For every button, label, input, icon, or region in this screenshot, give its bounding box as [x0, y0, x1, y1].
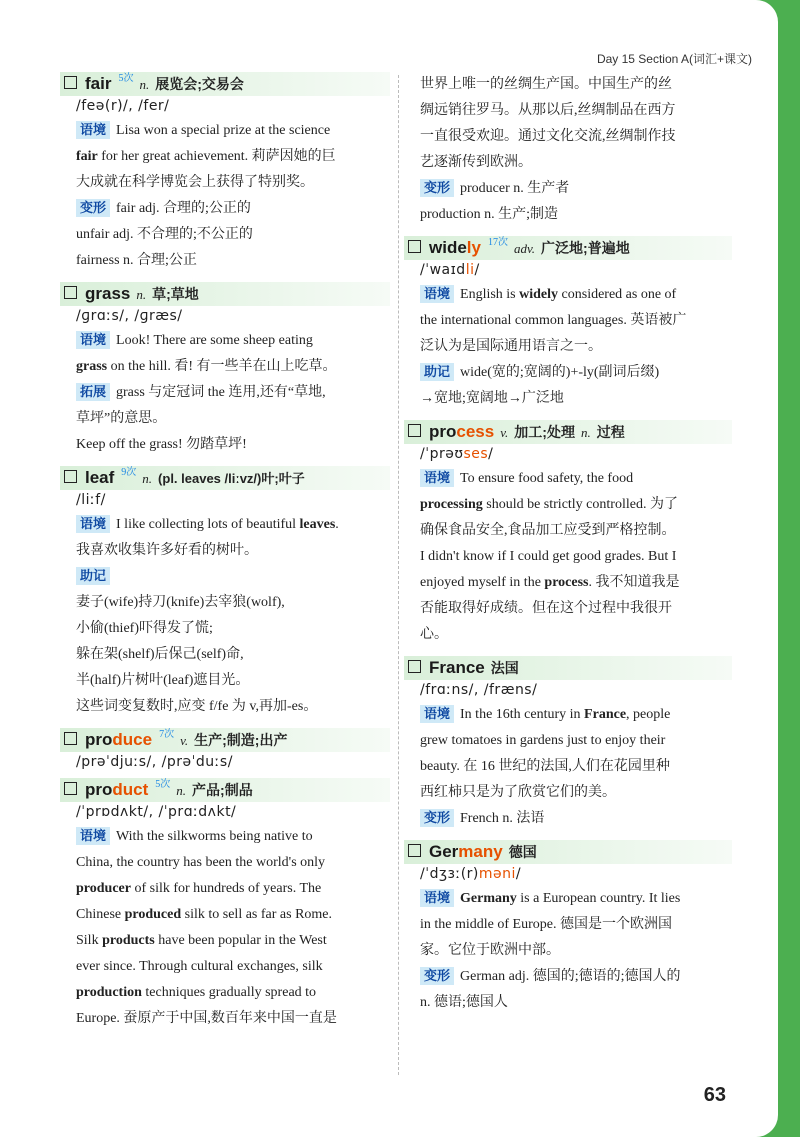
definition: 生产;制造;出产 — [194, 732, 288, 748]
part-of-speech: v. — [500, 425, 509, 440]
mnemonic-text: wide(宽的;宽阔的)+-ly(副词后缀) — [460, 365, 660, 380]
headword-bar — [404, 236, 732, 260]
example-text: 艺逐渐传到欧洲。 — [420, 155, 532, 170]
checkbox[interactable] — [64, 470, 77, 483]
headword-bar — [60, 466, 390, 490]
keyword: products — [102, 933, 155, 948]
phonetic-highlight: li — [465, 262, 475, 278]
checkbox[interactable] — [408, 240, 421, 253]
frequency-badge: 7次 — [159, 729, 175, 740]
example-text: 世界上唯一的丝绸生产国。中国生产的丝 — [420, 77, 672, 92]
mnemonic-text: 躲在架(shelf)后保己(self)命, — [76, 647, 244, 662]
keyword: widely — [519, 287, 559, 302]
definition: 广泛地;普遍地 — [541, 240, 630, 256]
headword-bar — [60, 728, 390, 752]
example-text: , people — [626, 707, 671, 722]
keyword: grass — [76, 359, 108, 374]
stressed-syllable: duce — [112, 730, 153, 749]
entry-germany — [404, 840, 732, 1016]
punctuation: . — [335, 517, 339, 532]
headword-bar — [404, 420, 732, 444]
headword: grass — [85, 284, 131, 303]
checkbox[interactable] — [64, 732, 77, 745]
example-text: in the middle of Europe. 德国是一个欧洲国 — [420, 917, 672, 932]
headword-part: wide — [429, 238, 467, 257]
headword-part: pro — [429, 422, 457, 441]
context-tag: 语境 — [76, 121, 110, 139]
part-of-speech: v. — [180, 733, 189, 748]
variant-text: n. 德语;德国人 — [420, 995, 508, 1010]
headword-bar — [404, 656, 732, 680]
example-text: 心。 — [420, 627, 448, 642]
phonetic-part: /ˈprəʊ — [420, 446, 464, 462]
keyword: France — [584, 707, 627, 722]
part-of-speech: n. — [136, 287, 147, 302]
frequency-badge: 5次 — [155, 779, 171, 790]
context-tag: 语境 — [76, 515, 110, 533]
example-text: is a European country. It lies — [516, 891, 681, 906]
keyword: produced — [124, 907, 182, 922]
definition: 草;草地 — [152, 286, 199, 302]
phonetic-highlight: məni — [478, 866, 516, 882]
definition: 过程 — [596, 424, 625, 440]
definition: (pl. leaves /liːvz/)叶;叶子 — [158, 471, 305, 486]
variant-tag: 变形 — [76, 199, 110, 217]
example-text: on the hill. 看! 有一些羊在山上吃草。 — [107, 359, 337, 374]
variant-tag: 变形 — [420, 967, 454, 985]
entry-grass — [60, 282, 390, 458]
phonetic-part: / — [474, 262, 480, 278]
phonetic — [420, 262, 732, 278]
example-text: 确保食品安全,食品加工应受到严格控制。 — [420, 523, 676, 538]
checkbox[interactable] — [64, 286, 77, 299]
variant-text: French n. 法语 — [460, 811, 545, 826]
headword-part: Ger — [429, 842, 459, 861]
example-text: Silk — [76, 933, 103, 948]
checkbox[interactable] — [64, 782, 77, 795]
frequency-badge: 17次 — [487, 237, 508, 248]
context-tag: 语境 — [76, 331, 110, 349]
part-of-speech: n. — [580, 425, 591, 440]
headword-bar — [60, 72, 390, 96]
example-text: beauty. 在 16 世纪的法国,人们在花园里种 — [420, 759, 670, 774]
phonetic: /feə(r)/, /fer/ — [76, 98, 170, 114]
phonetic: /prəˈdjuːs/, /prəˈduːs/ — [76, 754, 233, 770]
headword — [429, 842, 503, 862]
entry-process — [404, 420, 732, 648]
phonetic-part: / — [488, 446, 494, 462]
keyword: producer — [76, 881, 131, 896]
example-text: With the silkworms being native to — [116, 829, 313, 844]
example-text: English is — [460, 287, 520, 302]
entry-fair — [60, 72, 390, 274]
definition: 展览会;交易会 — [155, 76, 244, 92]
entry-product — [60, 778, 390, 1032]
checkbox[interactable] — [408, 844, 421, 857]
phonetic-highlight: ses — [463, 446, 489, 462]
example-text: Look! There are some sheep eating — [116, 333, 313, 348]
keyword: Germany — [460, 891, 517, 906]
example-text: Lisa won a special prize at the science — [116, 123, 331, 138]
phonetic-part: /ˈdʒɜː(r) — [420, 866, 479, 882]
phonetic: /liːf/ — [76, 492, 106, 508]
example-text: for her great achievement. 莉萨因她的巨 — [97, 149, 336, 164]
extension-text: Keep off the grass! 勿踏草坪! — [76, 437, 247, 452]
example-text: ever since. Through cultural exchanges, silk — [76, 959, 323, 974]
keyword: leaves — [299, 517, 336, 532]
variant-text: producer n. 生产者 — [460, 181, 570, 196]
example-text: . 我不知道我是 — [588, 575, 680, 590]
context-tag: 语境 — [76, 827, 110, 845]
entry-leaf — [60, 466, 390, 720]
stressed-syllable: many — [458, 842, 503, 861]
definition: 法国 — [490, 660, 519, 676]
definition: 德国 — [508, 844, 537, 860]
example-text: 一直很受欢迎。通过文化交流,丝绸制作技 — [420, 129, 676, 144]
keyword: processing — [420, 497, 483, 512]
headword — [429, 422, 494, 442]
phonetic-part: /ˈwaɪd — [420, 262, 466, 278]
example-text: 否能取得好成绩。但在这个过程中我很开 — [420, 601, 672, 616]
headword — [85, 730, 152, 750]
mnemonic-text: →宽地;宽阔地→广泛地 — [420, 391, 564, 406]
variant-tag: 变形 — [420, 179, 454, 197]
definition: 产品;制品 — [192, 782, 253, 798]
example-text: Europe. 蚕原产于中国,数百年来中国一直是 — [76, 1011, 337, 1026]
variant-tag: 变形 — [420, 809, 454, 827]
example-text: enjoyed myself in the — [420, 575, 545, 590]
example-text: the international common languages. 英语被广 — [420, 313, 687, 328]
context-tag: 语境 — [420, 285, 454, 303]
headword-part: pro — [85, 730, 113, 749]
keyword: production — [76, 985, 142, 1000]
headword-bar — [404, 840, 732, 864]
example-text: In the 16th century in — [460, 707, 585, 722]
example-text: Chinese — [76, 907, 125, 922]
part-of-speech: n. — [139, 77, 150, 92]
frequency-badge: 9次 — [121, 467, 137, 478]
mnemonic-text: 半(half)片树叶(leaf)遮目光。 — [76, 673, 250, 688]
headword: France — [429, 658, 485, 677]
headword-part: pro — [85, 780, 113, 799]
variant-text: production n. 生产;制造 — [420, 207, 559, 222]
headword: leaf — [85, 468, 115, 487]
context-tag: 语境 — [420, 705, 454, 723]
phonetic-part: / — [515, 866, 522, 882]
headword — [85, 780, 148, 800]
phonetic — [420, 866, 732, 882]
headword-bar — [60, 282, 390, 306]
example-text: 我喜欢收集许多好看的树叶。 — [76, 543, 258, 558]
mnemonic-tag: 助记 — [420, 363, 454, 381]
example-text: 绸远销往罗马。从那以后,丝绸制品在西方 — [420, 103, 676, 118]
variant-text: fairness n. 合理;公正 — [76, 253, 197, 268]
mnemonic-text: 这些词变复数时,应变 f/fe 为 v,再加-es。 — [76, 699, 318, 714]
keyword: process — [544, 575, 589, 590]
stressed-syllable: duct — [112, 780, 149, 799]
stressed-syllable: cess — [456, 422, 495, 441]
example-text: should be strictly controlled. 为了 — [482, 497, 678, 512]
example-text: China, the country has been the world's only — [76, 855, 326, 870]
example-text: techniques gradually spread to — [141, 985, 317, 1000]
left-column — [60, 72, 390, 1040]
extension-tag: 拓展 — [76, 383, 110, 401]
example-text: considered as one of — [558, 287, 677, 302]
keyword: fair — [76, 149, 98, 164]
example-text: 大成就在科学博览会上获得了特别奖。 — [76, 175, 314, 190]
phonetic: /ɡrɑːs/, /ɡræs/ — [76, 308, 183, 324]
context-tag: 语境 — [420, 889, 454, 907]
entry-widely — [404, 236, 732, 412]
headword-bar — [60, 778, 390, 802]
part-of-speech: n. — [176, 783, 187, 798]
mnemonic-tag: 助记 — [76, 567, 110, 585]
example-text: silk to sell as far as Rome. — [181, 907, 333, 922]
variant-text: German adj. 德国的;德语的;德国人的 — [460, 969, 681, 984]
mnemonic-text: 小偷(thief)吓得发了慌; — [76, 621, 213, 636]
headword — [429, 238, 481, 258]
suffix-highlight: ly — [466, 238, 481, 257]
part-of-speech: n. — [142, 471, 153, 486]
example-text: I didn't know if I could get good grades. But I — [420, 549, 677, 564]
page-number: 63 — [703, 1084, 726, 1106]
phonetic: /frɑːns/, /fræns/ — [420, 682, 538, 698]
example-text: 西红柿只是为了欣赏它们的美。 — [420, 785, 616, 800]
example-text: grew tomatoes in gardens just to enjoy their — [420, 733, 666, 748]
variant-text: unfair adj. 不合理的;不公正的 — [76, 227, 253, 242]
example-text: To ensure food safety, the food — [460, 471, 634, 486]
phonetic — [420, 446, 732, 462]
variant-text: fair adj. 合理的;公正的 — [116, 201, 251, 216]
extension-text: 草坪”的意思。 — [76, 411, 167, 426]
mnemonic-text: 妻子(wife)持刀(knife)去宰狼(wolf), — [76, 595, 285, 610]
context-tag: 语境 — [420, 469, 454, 487]
checkbox[interactable] — [408, 424, 421, 437]
definition: 加工;处理 — [514, 424, 575, 440]
example-text: I like collecting lots of beautiful — [116, 517, 300, 532]
part-of-speech: adv. — [513, 241, 536, 256]
entry-product-continued — [404, 72, 732, 228]
checkbox[interactable] — [408, 660, 421, 673]
entry-produce — [60, 728, 390, 770]
column-divider — [398, 75, 399, 1075]
example-text: have been popular in the West — [154, 933, 327, 948]
example-text: of silk for hundreds of years. The — [130, 881, 322, 896]
extension-text: grass 与定冠词 the 连用,还有“草地, — [116, 385, 326, 400]
phonetic: /ˈprɒdʌkt/, /ˈprɑːdʌkt/ — [76, 804, 237, 820]
entry-france — [404, 656, 732, 832]
right-column — [404, 72, 732, 1024]
example-text: 家。它位于欧洲中部。 — [420, 943, 560, 958]
checkbox[interactable] — [64, 76, 77, 89]
example-text: 泛认为是国际通用语言之一。 — [420, 339, 602, 354]
page-header: Day 15 Section A(词汇+课文) — [596, 52, 752, 66]
headword: fair — [85, 74, 112, 93]
frequency-badge: 5次 — [118, 73, 134, 84]
